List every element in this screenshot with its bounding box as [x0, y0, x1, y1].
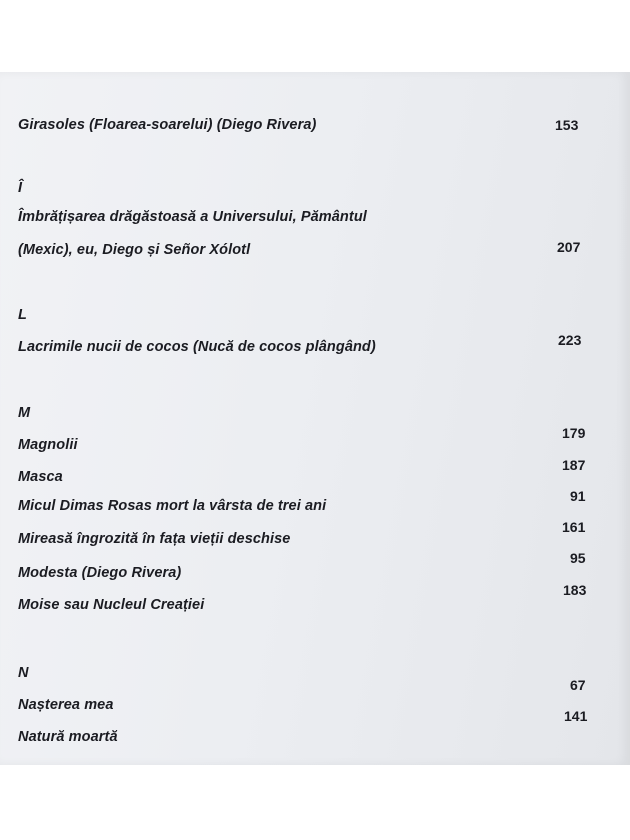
entry-page-imbratisarea: 207 — [557, 239, 581, 255]
entry-page-magnolii: 179 — [562, 425, 586, 441]
entry-page-modesta: 95 — [570, 550, 586, 566]
entry-title-girasoles: Girasoles (Floarea-soarelui) (Diego Rivera) — [18, 117, 317, 133]
section-letter-n: N — [18, 665, 29, 681]
entry-title-magnolii: Magnolii — [18, 437, 78, 453]
entry-title-mireasa: Mireasă îngrozită în fața vieții deschise — [18, 531, 291, 547]
entry-title-modesta: Modesta (Diego Rivera) — [18, 565, 182, 581]
entry-page-nasterea: 67 — [570, 677, 586, 693]
entry-title-imbratisarea-line1: Îmbrățișarea drăgăstoasă a Universului, Pământul — [18, 209, 367, 225]
book-page — [0, 72, 630, 765]
entry-page-mireasa: 161 — [562, 519, 586, 535]
entry-title-imbratisarea-line2: (Mexic), eu, Diego și Señor Xólotl — [18, 242, 251, 258]
section-letter-m: M — [18, 405, 31, 421]
entry-title-moise: Moise sau Nucleul Creației — [18, 597, 205, 613]
entry-title-natura-moarta: Natură moartă — [18, 729, 118, 745]
section-letter-i-circumflex: Î — [18, 180, 23, 196]
entry-title-micul-dimas: Micul Dimas Rosas mort la vârsta de trei ani — [18, 498, 327, 514]
entry-page-moise: 183 — [563, 582, 587, 598]
section-letter-l: L — [18, 307, 27, 323]
entry-page-micul-dimas: 91 — [570, 488, 586, 504]
entry-title-lacrimile: Lacrimile nucii de cocos (Nucă de cocos plângând) — [18, 339, 376, 355]
entry-title-nasterea: Nașterea mea — [18, 697, 114, 713]
entry-page-natura-moarta: 141 — [564, 708, 588, 724]
entry-page-masca: 187 — [562, 457, 586, 473]
entry-title-masca: Masca — [18, 469, 63, 485]
entry-page-girasoles: 153 — [555, 117, 579, 133]
entry-page-lacrimile: 223 — [558, 332, 582, 348]
